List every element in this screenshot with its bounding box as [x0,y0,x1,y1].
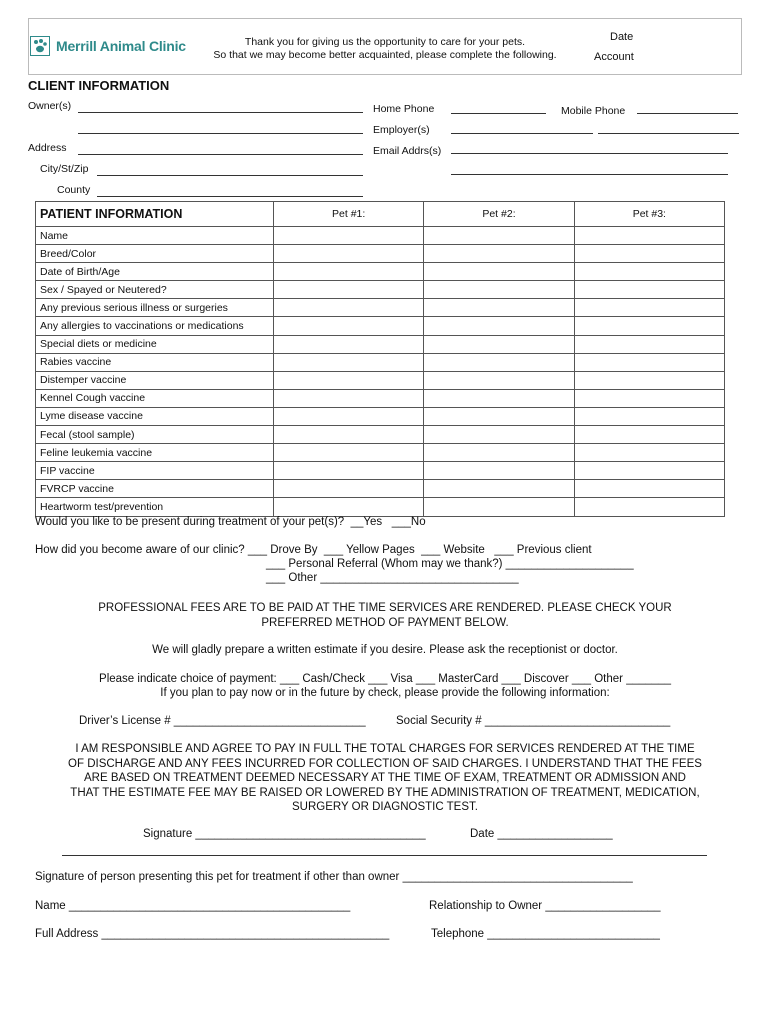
other-option: ___ Other _______________________________ [266,572,519,584]
referral-option: ___ Personal Referral (Whom may we thank?) ____________________ [266,558,634,570]
pet-3-cell[interactable] [574,245,724,263]
ssn-field[interactable]: Social Security # _____________________________ [396,715,671,727]
pet-1-cell[interactable] [274,480,424,498]
pet-3-cell[interactable] [574,371,724,389]
patient-info-title: PATIENT INFORMATION [36,202,274,227]
pet-1-cell[interactable] [274,389,424,407]
row-label: FVRCP vaccine [36,480,274,498]
date-label: Date [610,31,634,43]
address-line[interactable] [78,154,363,155]
home-phone-line[interactable] [451,113,546,114]
table-row [36,498,725,516]
row-label: Sex / Spayed or Neutered? [36,281,274,299]
patient-table [35,201,725,517]
pet-1-cell[interactable] [274,498,424,516]
signature-date-field[interactable]: Date __________________ [470,828,613,840]
pet-1-cell[interactable] [274,335,424,353]
table-row [36,317,725,335]
table-row [36,353,725,371]
row-label: Lyme disease vaccine [36,407,274,425]
pet-3-cell[interactable] [574,462,724,480]
pet-2-cell[interactable] [424,444,574,462]
pet-3-cell[interactable] [574,498,724,516]
thanks-text [180,36,590,62]
county-line[interactable] [97,196,363,197]
patient-table-header [36,202,725,227]
thanks-line-1: Thank you for giving us the opportunity to care for your pets. [244,36,526,48]
row-label: FIP vaccine [36,462,274,480]
pet-1-cell[interactable] [274,245,424,263]
table-row [36,335,725,353]
row-label: Special diets or medicine [36,335,274,353]
pet-1-cell[interactable] [274,299,424,317]
fees-notice [30,601,740,630]
row-label: Date of Birth/Age [36,263,274,281]
table-row [36,426,725,444]
pet-3-cell[interactable] [574,353,724,371]
fees-line-1: PROFESSIONAL FEES ARE TO BE PAID AT THE TIME SERVICES ARE RENDERED. PLEASE CHECK YOUR [98,602,672,614]
full-address-field[interactable]: Full Address _____________________________________________ [35,928,390,940]
pet-3-cell[interactable] [574,335,724,353]
pet-3-cell[interactable] [574,480,724,498]
agreement-line-3: ARE BASED ON TREATMENT DEEMED NECESSARY AT THE TIME OF EXAM, TREATMENT OR ADMISSION AND [84,772,686,784]
table-row [36,281,725,299]
pet-1-cell[interactable] [274,426,424,444]
agreement-line-1: I AM RESPONSIBLE AND AGREE TO PAY IN FULL THE TOTAL CHARGES FOR SERVICES RENDERED AT THE TIME [75,743,695,755]
pet-1-cell[interactable] [274,462,424,480]
pet-2-cell[interactable] [424,480,574,498]
pet-2-cell[interactable] [424,498,574,516]
name-field[interactable]: Name ____________________________________________ [35,900,351,912]
agreement-line-2: OF DISCHARGE AND ANY FEES INCURRED FOR COLLECTION OF SAID CHARGES. I UNDERSTAND THAT THE FEES [68,757,702,770]
pet-2-cell[interactable] [424,462,574,480]
pet-3-cell[interactable] [574,281,724,299]
pet-1-cell[interactable] [274,353,424,371]
pet-3-cell[interactable] [574,426,724,444]
agreement-line-4: THAT THE ESTIMATE FEE MAY BE RAISED OR LOWERED BY THE ADMINISTRATION OF TREATMENT, MEDICATION, [70,786,700,799]
pet-3-cell[interactable] [574,299,724,317]
pet-2-cell[interactable] [424,317,574,335]
row-label: Any allergies to vaccinations or medications [36,317,274,335]
pet-2-cell[interactable] [424,281,574,299]
table-row [36,389,725,407]
row-label: Kennel Cough vaccine [36,389,274,407]
employer-line-2[interactable] [598,133,739,134]
payment-choice: Please indicate choice of payment: ___ Cash/Check ___ Visa ___ MasterCard ___ Discover ___ Other _______ [99,673,671,685]
row-label: Name [36,227,274,245]
pet-3-cell[interactable] [574,263,724,281]
check-info: If you plan to pay now or in the future by check, please provide the following information: [160,687,610,699]
home-phone-label: Home Phone [373,103,435,115]
owners-line-2[interactable] [78,133,363,134]
pet-1-cell[interactable] [274,317,424,335]
row-label: Heartworm test/prevention [36,498,274,516]
county-label: County [57,184,91,196]
city-line[interactable] [97,175,363,176]
patient-table-body [36,227,725,517]
pet-2-cell[interactable] [424,353,574,371]
table-row [36,480,725,498]
employer-line-1[interactable] [451,133,593,134]
account-label: Account [594,51,634,63]
table-row [36,263,725,281]
pet-2-cell[interactable] [424,263,574,281]
pet-3-cell[interactable] [574,227,724,245]
table-row [36,444,725,462]
employers-label: Employer(s) [373,124,430,136]
table-row [36,462,725,480]
email-label: Email Addrs(s) [373,145,442,157]
row-label: Fecal (stool sample) [36,426,274,444]
table-row [36,407,725,425]
pet-2-cell[interactable] [424,426,574,444]
pet-2-cell[interactable] [424,407,574,425]
fees-line-2: PREFERRED METHOD OF PAYMENT BELOW. [261,616,509,629]
pet-1-cell[interactable] [274,281,424,299]
pet-2-cell[interactable] [424,299,574,317]
clinic-name: Merrill Animal Clinic [56,38,186,54]
table-row [36,227,725,245]
mobile-phone-label: Mobile Phone [561,105,626,117]
row-label: Breed/Color [36,245,274,263]
city-label: City/St/Zip [40,163,89,175]
table-row [36,299,725,317]
signature-field[interactable]: Signature ____________________________________ [143,828,426,840]
pet-3-header: Pet #3: [574,202,724,227]
mobile-phone-line[interactable] [637,113,738,114]
agreement-line-5: SURGERY OR DIAGNOSTIC TEST. [292,801,478,813]
telephone-field[interactable]: Telephone ___________________________ [431,928,660,940]
paw-icon [30,36,50,56]
row-label: Distemper vaccine [36,371,274,389]
owners-label: Owner(s) [28,100,72,112]
pet-2-cell[interactable] [424,245,574,263]
pet-3-cell[interactable] [574,317,724,335]
pet-3-cell[interactable] [574,407,724,425]
client-info-title: CLIENT INFORMATION [28,78,170,93]
drivers-license-field[interactable]: Driver’s License # ______________________________ [79,715,366,727]
pet-2-cell[interactable] [424,227,574,245]
agreement-text [28,742,742,815]
address-label: Address [28,142,67,154]
owners-line-1[interactable] [78,112,363,113]
relationship-field[interactable]: Relationship to Owner __________________ [429,900,661,912]
email-line-2[interactable] [451,174,728,175]
pet-1-cell[interactable] [274,227,424,245]
clinic-logo [30,36,186,56]
pet-1-cell[interactable] [274,263,424,281]
row-label: Feline leukemia vaccine [36,444,274,462]
pet-2-cell[interactable] [424,389,574,407]
pet-2-header: Pet #2: [424,202,574,227]
email-line-1[interactable] [451,153,728,154]
aware-question: How did you become aware of our clinic? ___ Drove By ___ Yellow Pages ___ Website ___ Previous client [35,544,592,556]
presenter-signature-field[interactable]: Signature of person presenting this pet for treatment if other than owner ____________________________________ [35,871,633,883]
pet-2-cell[interactable] [424,371,574,389]
signature-extra-line[interactable] [62,855,707,856]
pet-1-cell[interactable] [274,407,424,425]
row-label: Any previous serious illness or surgeries [36,299,274,317]
pet-1-cell[interactable] [274,444,424,462]
thanks-line-2: So that we may become better acquainted, please complete the following. [213,49,557,61]
table-row [36,371,725,389]
pet-1-cell[interactable] [274,371,424,389]
pet-1-header: Pet #1: [274,202,424,227]
pet-2-cell[interactable] [424,335,574,353]
pet-3-cell[interactable] [574,389,724,407]
table-row [36,245,725,263]
estimate-note: We will gladly prepare a written estimate if you desire. Please ask the receptionist or doctor. [152,644,618,656]
present-question: Would you like to be present during treatment of your pet(s)? __Yes ___No [35,516,426,528]
pet-3-cell[interactable] [574,444,724,462]
row-label: Rabies vaccine [36,353,274,371]
